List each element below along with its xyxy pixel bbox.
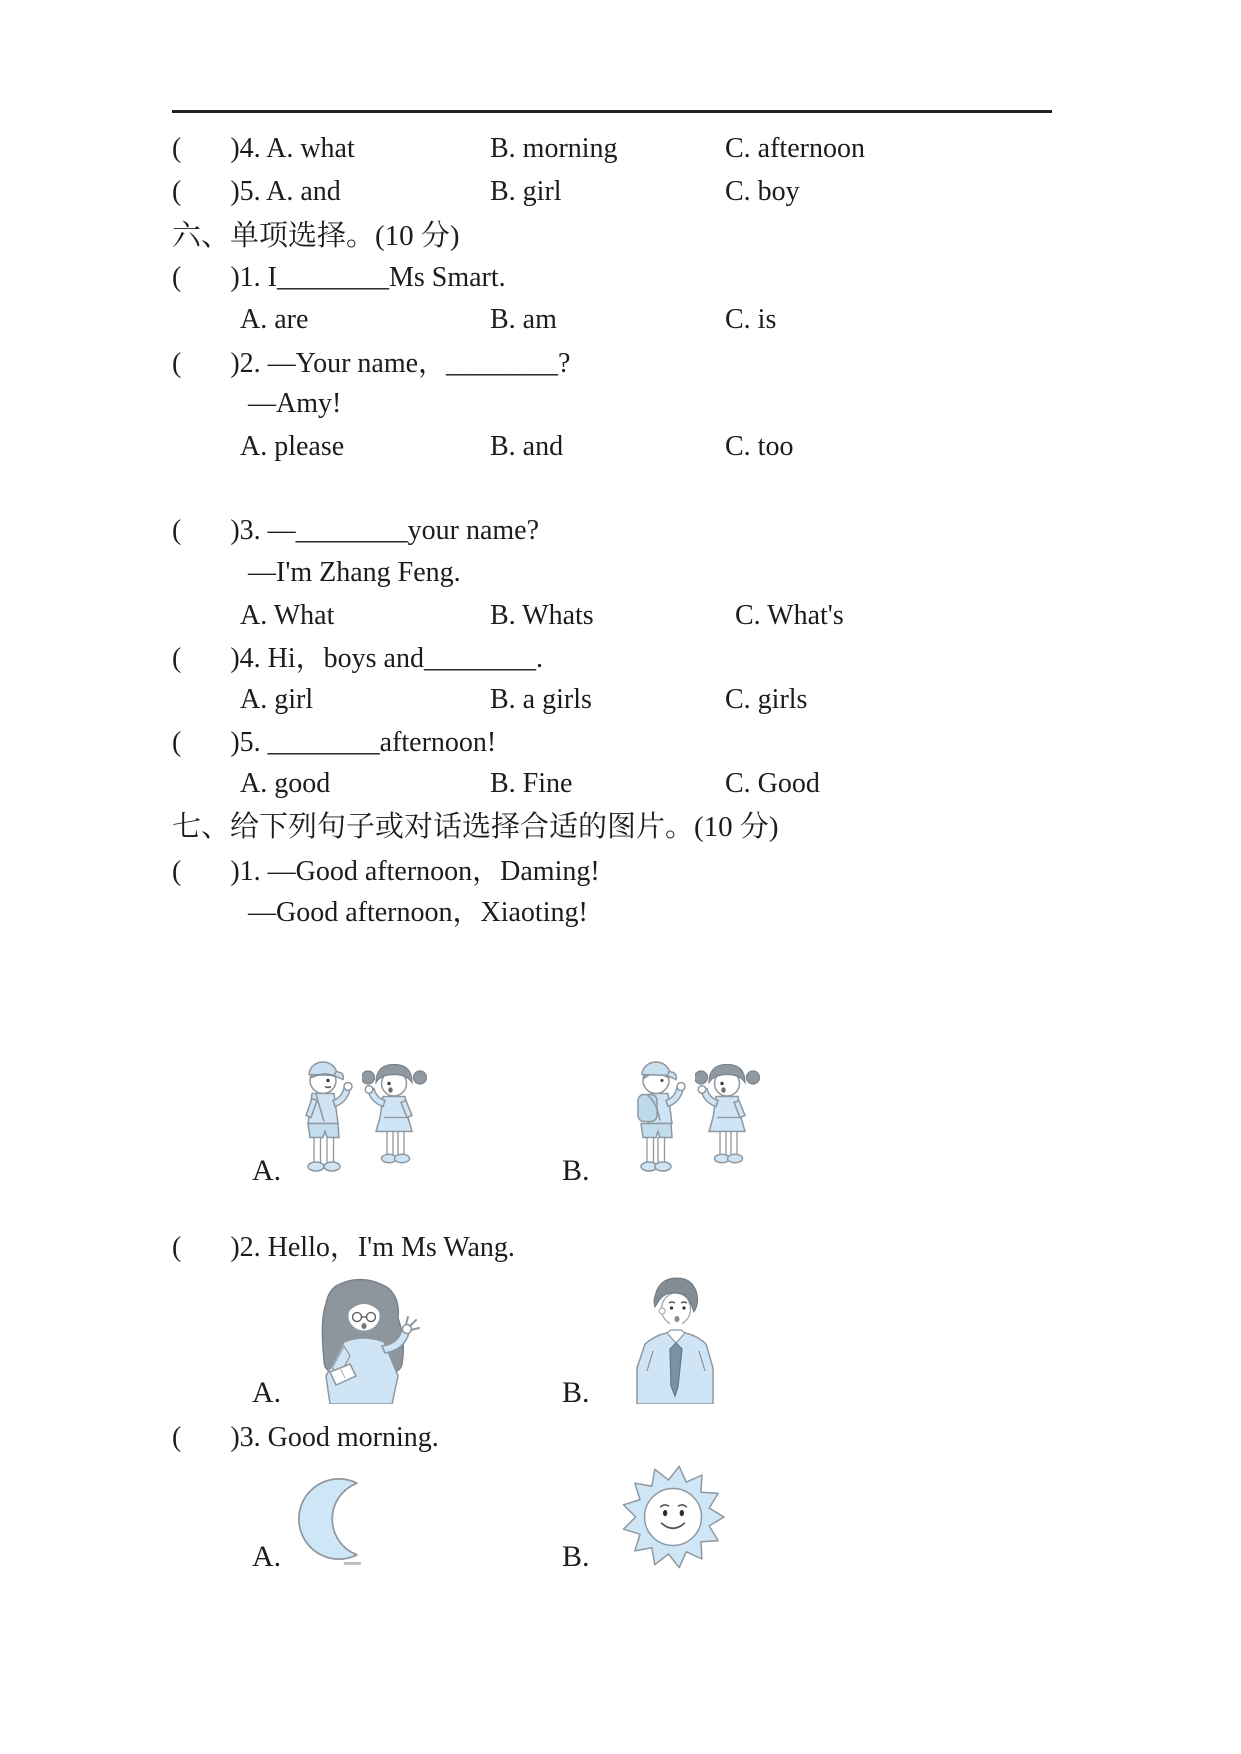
- smiling-sun-icon: [618, 1464, 728, 1570]
- s6-q2-option-c: C. too: [725, 431, 794, 462]
- s6-q5-stem: ( )5. ________afternoon!: [172, 727, 497, 758]
- s6-q3-option-b: B. Whats: [490, 600, 594, 631]
- s6-q3-stem: ( )3. —________your name?: [172, 515, 540, 546]
- girl-waving-icon: [695, 1065, 760, 1163]
- s6-q1-option-c: C. is: [725, 304, 777, 335]
- s7-q2-stem: ( )2. Hello，I'm Ms Wang.: [172, 1232, 515, 1263]
- children-pair-backpack-image: [625, 1050, 760, 1180]
- top-rule-line: [172, 110, 1052, 113]
- s7-q3-stem: ( )3. Good morning.: [172, 1422, 439, 1453]
- s6-q4-stem: ( )4. Hi，boys and________.: [172, 643, 543, 674]
- s7-q1-label-b: B.: [562, 1154, 590, 1187]
- s6-q4-option-a: A. girl: [240, 684, 314, 715]
- section-7-title: 七、给下列句子或对话选择合适的图片。(10 分): [172, 811, 779, 843]
- s6-q2-option-a: A. please: [240, 431, 345, 462]
- s6-q1-stem: ( )1. I________Ms Smart.: [172, 262, 506, 293]
- s6-q3-reply: —I'm Zhang Feng.: [248, 557, 461, 588]
- s6-q2-stem: ( )2. —Your name，________?: [172, 348, 571, 379]
- listening-row-5-option-c: C. boy: [725, 176, 800, 207]
- s7-q3-label-b: B.: [562, 1540, 590, 1573]
- s7-q1-label-a: A.: [252, 1154, 282, 1187]
- s7-q3-label-a: A.: [252, 1540, 282, 1573]
- s6-q2-option-b: B. and: [490, 431, 564, 462]
- s7-q1-line2: —Good afternoon，Xiaoting!: [248, 897, 588, 928]
- listening-row-4-option-b: B. morning: [490, 133, 618, 164]
- woman-waving-image: [288, 1276, 438, 1404]
- s6-q5-option-c: C. Good: [725, 768, 820, 799]
- crescent-moon-image: [296, 1470, 382, 1568]
- listening-row-4-stem: ( )4. A. what: [172, 133, 355, 164]
- girl-waving-icon: [362, 1065, 427, 1163]
- section-6-title: 六、单项选择。(10 分): [172, 220, 460, 252]
- man-in-tie-icon: [625, 1276, 725, 1404]
- listening-row-5-option-b: B. girl: [490, 176, 562, 207]
- s6-q4-option-c: C. girls: [725, 684, 808, 715]
- listening-row-5-stem: ( )5. A. and: [172, 176, 341, 207]
- s6-q3-option-c: C. What's: [735, 600, 844, 631]
- s6-q1-option-b: B. am: [490, 304, 557, 335]
- s6-q3-option-a: A. What: [240, 600, 335, 631]
- smiling-sun-image: [618, 1464, 728, 1570]
- s6-q1-option-a: A. are: [240, 304, 309, 335]
- boy-backpack-waving-icon: [638, 1062, 685, 1171]
- children-pair-facing-image: [292, 1050, 427, 1180]
- s7-q2-label-a: A.: [252, 1376, 282, 1409]
- boy-waving-icon: [306, 1062, 352, 1171]
- s6-q2-reply: —Amy!: [248, 388, 342, 419]
- s7-q1-line1: ( )1. —Good afternoon，Daming!: [172, 856, 600, 887]
- crescent-moon-icon: [296, 1470, 382, 1568]
- s6-q5-option-b: B. Fine: [490, 768, 573, 799]
- s6-q5-option-a: A. good: [240, 768, 331, 799]
- s7-q2-label-b: B.: [562, 1376, 590, 1409]
- s6-q4-option-b: B. a girls: [490, 684, 592, 715]
- listening-row-4-option-c: C. afternoon: [725, 133, 865, 164]
- man-in-tie-image: [625, 1276, 725, 1404]
- woman-waving-icon: [288, 1276, 438, 1404]
